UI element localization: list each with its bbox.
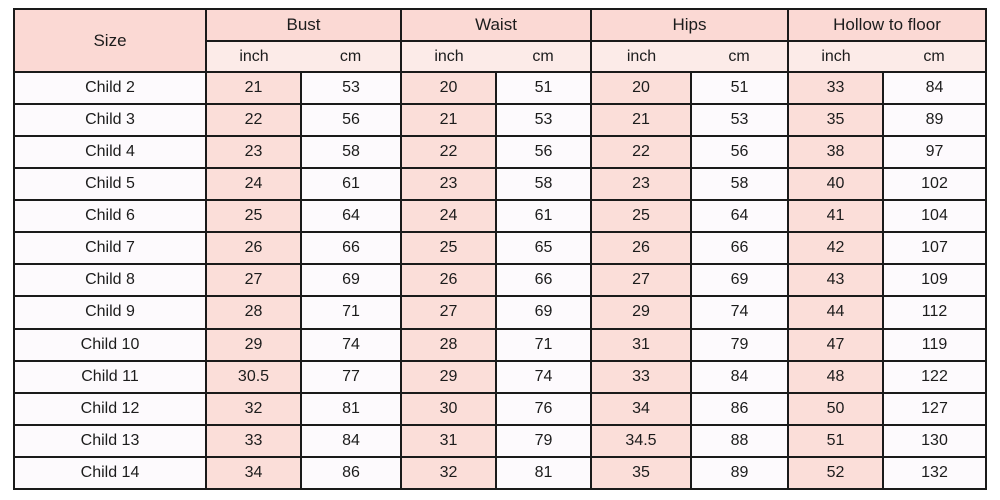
size-label-cell: Child 7 [14, 232, 206, 264]
measurement-value-cell: 127 [883, 393, 986, 425]
measurement-value-cell: 56 [301, 104, 401, 136]
table-row [14, 264, 986, 296]
size-chart-table [13, 8, 987, 490]
measurement-value-cell: 33 [788, 72, 883, 104]
measurement-value-cell: 25 [591, 200, 691, 232]
measurement-value-cell: 64 [301, 200, 401, 232]
measurement-value-cell: 109 [883, 264, 986, 296]
measurement-value-cell: 84 [691, 361, 788, 393]
measurement-value-cell: 25 [401, 232, 496, 264]
measurement-value-cell: 119 [883, 329, 986, 361]
size-label-cell: Child 3 [14, 104, 206, 136]
measurement-value-cell: 35 [591, 457, 691, 489]
table-row [14, 72, 986, 104]
size-column-header: Size [14, 9, 206, 72]
hips-group-header: Hips [591, 9, 788, 41]
measurement-value-cell: 22 [206, 104, 301, 136]
measurement-value-cell: 38 [788, 136, 883, 168]
measurement-value-cell: 50 [788, 393, 883, 425]
measurement-value-cell: 47 [788, 329, 883, 361]
measurement-value-cell: 130 [883, 425, 986, 457]
table-row [14, 200, 986, 232]
waist-inch-header: inch [401, 41, 496, 72]
measurement-value-cell: 43 [788, 264, 883, 296]
measurement-value-cell: 27 [401, 296, 496, 328]
measurement-value-cell: 102 [883, 168, 986, 200]
measurement-value-cell: 76 [496, 393, 591, 425]
hollow-cm-header: cm [883, 41, 986, 72]
measurement-value-cell: 66 [301, 232, 401, 264]
measurement-value-cell: 33 [591, 361, 691, 393]
measurement-value-cell: 20 [401, 72, 496, 104]
measurement-value-cell: 52 [788, 457, 883, 489]
measurement-value-cell: 26 [206, 232, 301, 264]
measurement-value-cell: 69 [496, 296, 591, 328]
measurement-value-cell: 56 [496, 136, 591, 168]
measurement-value-cell: 81 [496, 457, 591, 489]
measurement-value-cell: 27 [591, 264, 691, 296]
measurement-value-cell: 42 [788, 232, 883, 264]
measurement-value-cell: 44 [788, 296, 883, 328]
table-row [14, 104, 986, 136]
size-label-cell: Child 2 [14, 72, 206, 104]
measurement-value-cell: 86 [691, 393, 788, 425]
measurement-value-cell: 53 [496, 104, 591, 136]
measurement-value-cell: 58 [691, 168, 788, 200]
measurement-value-cell: 22 [591, 136, 691, 168]
measurement-value-cell: 26 [591, 232, 691, 264]
measurement-value-cell: 26 [401, 264, 496, 296]
measurement-value-cell: 31 [591, 329, 691, 361]
measurement-value-cell: 31 [401, 425, 496, 457]
measurement-value-cell: 34 [206, 457, 301, 489]
measurement-value-cell: 89 [691, 457, 788, 489]
measurement-value-cell: 77 [301, 361, 401, 393]
size-label-cell: Child 6 [14, 200, 206, 232]
measurement-value-cell: 32 [206, 393, 301, 425]
measurement-value-cell: 48 [788, 361, 883, 393]
size-label-cell: Child 10 [14, 329, 206, 361]
measurement-value-cell: 27 [206, 264, 301, 296]
measurement-value-cell: 32 [401, 457, 496, 489]
measurement-value-cell: 71 [301, 296, 401, 328]
size-label-cell: Child 9 [14, 296, 206, 328]
measurement-value-cell: 35 [788, 104, 883, 136]
measurement-value-cell: 74 [691, 296, 788, 328]
table-row [14, 361, 986, 393]
waist-group-header: Waist [401, 9, 591, 41]
measurement-value-cell: 69 [691, 264, 788, 296]
size-label-cell: Child 14 [14, 457, 206, 489]
measurement-value-cell: 51 [788, 425, 883, 457]
measurement-value-cell: 29 [401, 361, 496, 393]
measurement-value-cell: 33 [206, 425, 301, 457]
measurement-value-cell: 24 [401, 200, 496, 232]
table-row [14, 168, 986, 200]
measurement-value-cell: 112 [883, 296, 986, 328]
measurement-value-cell: 97 [883, 136, 986, 168]
measurement-value-cell: 84 [883, 72, 986, 104]
table-row [14, 393, 986, 425]
measurement-value-cell: 23 [206, 136, 301, 168]
table-row [14, 136, 986, 168]
measurement-value-cell: 41 [788, 200, 883, 232]
table-row [14, 232, 986, 264]
measurement-value-cell: 58 [301, 136, 401, 168]
measurement-value-cell: 89 [883, 104, 986, 136]
measurement-value-cell: 30.5 [206, 361, 301, 393]
size-label-cell: Child 11 [14, 361, 206, 393]
measurement-value-cell: 69 [301, 264, 401, 296]
measurement-value-cell: 71 [496, 329, 591, 361]
measurement-value-cell: 20 [591, 72, 691, 104]
measurement-value-cell: 66 [496, 264, 591, 296]
measurement-value-cell: 53 [301, 72, 401, 104]
size-label-cell: Child 4 [14, 136, 206, 168]
measurement-value-cell: 30 [401, 393, 496, 425]
bust-inch-header: inch [206, 41, 301, 72]
size-label-cell: Child 12 [14, 393, 206, 425]
measurement-value-cell: 22 [401, 136, 496, 168]
measurement-value-cell: 58 [496, 168, 591, 200]
table-row [14, 329, 986, 361]
measurement-value-cell: 53 [691, 104, 788, 136]
table-row [14, 296, 986, 328]
measurement-value-cell: 21 [591, 104, 691, 136]
size-label-cell: Child 5 [14, 168, 206, 200]
size-label-cell: Child 8 [14, 264, 206, 296]
measurement-value-cell: 40 [788, 168, 883, 200]
hips-inch-header: inch [591, 41, 691, 72]
table-row [14, 425, 986, 457]
size-label-cell: Child 13 [14, 425, 206, 457]
measurement-value-cell: 28 [401, 329, 496, 361]
measurement-value-cell: 65 [496, 232, 591, 264]
measurement-value-cell: 74 [496, 361, 591, 393]
measurement-value-cell: 84 [301, 425, 401, 457]
measurement-value-cell: 51 [691, 72, 788, 104]
measurement-value-cell: 81 [301, 393, 401, 425]
hollow-inch-header: inch [788, 41, 883, 72]
measurement-value-cell: 74 [301, 329, 401, 361]
measurement-value-cell: 66 [691, 232, 788, 264]
waist-cm-header: cm [496, 41, 591, 72]
measurement-value-cell: 23 [401, 168, 496, 200]
measurement-value-cell: 132 [883, 457, 986, 489]
table-row [14, 457, 986, 489]
header-row-groups [14, 9, 986, 41]
measurement-value-cell: 51 [496, 72, 591, 104]
hollow-to-floor-group-header: Hollow to floor [788, 9, 986, 41]
measurement-value-cell: 21 [206, 72, 301, 104]
measurement-value-cell: 61 [301, 168, 401, 200]
measurement-value-cell: 56 [691, 136, 788, 168]
measurement-value-cell: 29 [206, 329, 301, 361]
bust-cm-header: cm [301, 41, 401, 72]
measurement-value-cell: 61 [496, 200, 591, 232]
measurement-value-cell: 79 [496, 425, 591, 457]
measurement-value-cell: 64 [691, 200, 788, 232]
bust-group-header: Bust [206, 9, 401, 41]
measurement-value-cell: 29 [591, 296, 691, 328]
measurement-value-cell: 23 [591, 168, 691, 200]
size-table-body [14, 72, 986, 489]
measurement-value-cell: 86 [301, 457, 401, 489]
measurement-value-cell: 107 [883, 232, 986, 264]
measurement-value-cell: 24 [206, 168, 301, 200]
measurement-value-cell: 104 [883, 200, 986, 232]
measurement-value-cell: 34 [591, 393, 691, 425]
measurement-value-cell: 88 [691, 425, 788, 457]
measurement-value-cell: 21 [401, 104, 496, 136]
hips-cm-header: cm [691, 41, 788, 72]
measurement-value-cell: 25 [206, 200, 301, 232]
measurement-value-cell: 34.5 [591, 425, 691, 457]
measurement-value-cell: 122 [883, 361, 986, 393]
measurement-value-cell: 79 [691, 329, 788, 361]
measurement-value-cell: 28 [206, 296, 301, 328]
